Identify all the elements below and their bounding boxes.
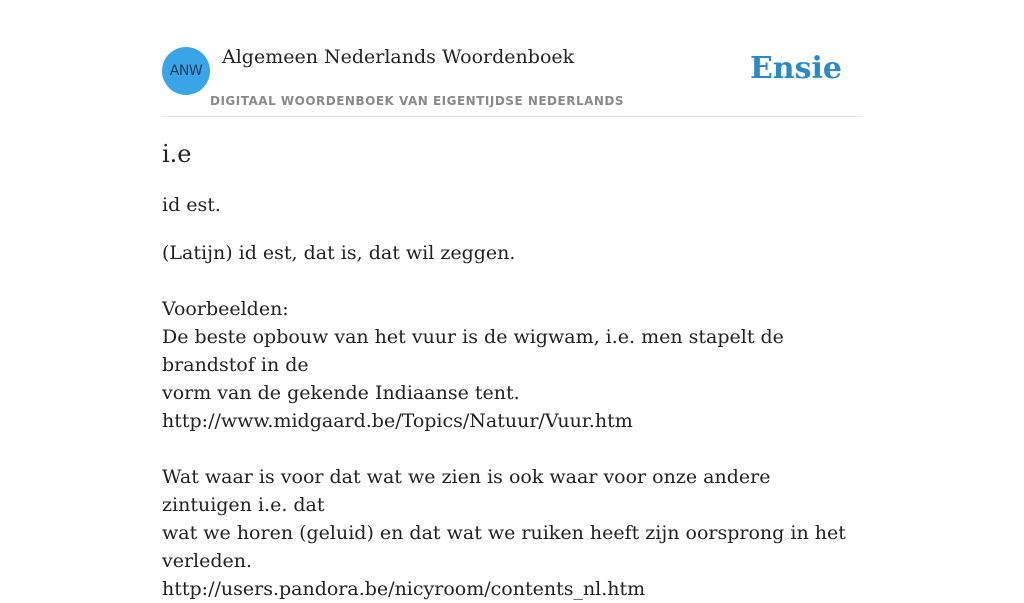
examples-label: Voorbeelden: xyxy=(162,298,289,320)
anw-logo[interactable] xyxy=(162,47,210,95)
entry-definition: (Latijn) id est, dat is, dat wil zeggen. xyxy=(162,242,516,264)
spacer xyxy=(162,435,862,463)
page-container xyxy=(162,0,862,600)
site-title[interactable]: Algemeen Nederlands Woordenboek xyxy=(222,46,575,68)
example-source-url: http://www.midgaard.be/Topics/Natuur/Vuur.htm xyxy=(162,410,633,432)
entry-headword: i.e xyxy=(162,140,192,168)
example-text-line: wat we horen (geluid) en dat wat we ruiken heeft zijn oorsprong in het verleden. xyxy=(162,522,846,572)
example-source-url: http://users.pandora.be/nicyroom/contents_nl.htm xyxy=(162,578,646,600)
site-subtitle: DIGITAAL WOORDENBOEK VAN EIGENTIJDSE NEDERLANDS xyxy=(210,94,625,108)
spacer xyxy=(162,267,862,295)
example-text-line: vorm van de gekende Indiaanse tent. xyxy=(162,382,520,404)
logo-text: ANW xyxy=(169,63,203,79)
entry-body xyxy=(162,239,862,603)
example-text-line: De beste opbouw van het vuur is de wigwam, i.e. men stapelt de brandstof in de xyxy=(162,326,784,376)
entry-expansion: id est. xyxy=(162,194,221,216)
ensie-brand-link[interactable]: Ensie xyxy=(749,51,842,86)
example-text-line: Wat waar is voor dat wat we zien is ook waar voor onze andere zintuigen i.e. dat xyxy=(162,466,771,516)
site-header xyxy=(162,0,862,117)
